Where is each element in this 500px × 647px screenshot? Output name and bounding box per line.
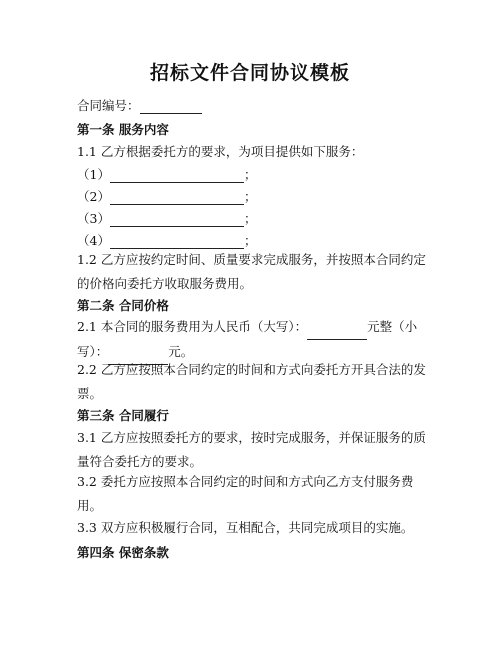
contract-number-label: 合同编号： [77,98,140,113]
service-item-blank [110,211,244,227]
service-item-label: （4） [77,233,110,248]
contract-number-line [77,96,202,114]
clause-1-1: 1.1 乙方根据委托方的要求，为项目提供如下服务： [77,144,364,159]
service-item-end: ； [243,233,257,248]
service-item-label: （1） [77,167,110,182]
service-item-end: ； [243,189,257,204]
clause-1-2: 1.2 乙方应按约定时间、质量要求完成服务，并按照本合同约定的价格向委托方收取服务费用。 [77,252,426,291]
clause-2-1-text-a: 2.1 本合同的服务费用为人民币（大写）： [77,319,308,334]
service-item-3 [77,209,256,227]
clause-3-1: 3.1 乙方应按照委托方的要求，按时完成服务，并保证服务的质量符合委托方的要求。 [77,430,426,469]
service-item-end: ； [243,167,257,182]
service-item-blank [110,167,244,183]
service-item-end: ； [243,211,257,226]
article-2-heading: 第二条 合同价格 [77,298,169,313]
service-item-2 [77,187,256,205]
service-item-label: （2） [77,189,110,204]
service-item-4 [77,231,256,249]
clause-2-1-text-b: 元整（小写）： [77,319,418,359]
clause-3-2: 3.2 委托方应按照本合同约定的时间和方式向乙方支付服务费用。 [77,474,414,513]
page-title: 招标文件合同协议模板 [149,62,350,84]
article-4-heading: 第四条 保密条款 [77,545,169,560]
clause-2-2: 2.2 乙方应按照本合同约定的时间和方式向委托方开具合法的发票。 [77,362,426,401]
service-item-1 [77,165,256,183]
clause-2-1-text-c: 元。 [168,344,194,359]
clause-3-3: 3.3 双方应积极履行合同，互相配合，共同完成项目的实施。 [77,520,414,535]
service-item-blank [110,189,244,205]
amount-words-blank [307,315,367,340]
service-item-blank [110,233,244,249]
service-item-label: （3） [77,211,110,226]
article-1-heading: 第一条 服务内容 [77,122,169,137]
contract-number-blank [140,98,202,114]
article-3-heading: 第三条 合同履行 [77,408,169,423]
